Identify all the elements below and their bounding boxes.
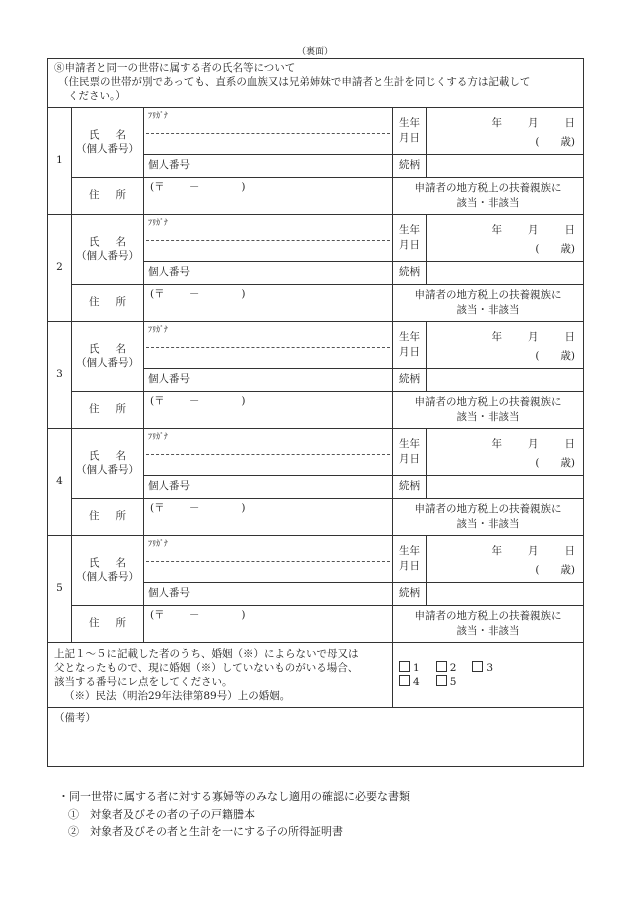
section-title: ⑧申請者と同一の世帯に属する者の氏名等について (54, 62, 296, 74)
furigana-label: ﾌﾘｶﾞﾅ (148, 538, 168, 548)
name-label-sub: （個人番号） (76, 571, 139, 584)
address-field[interactable] (144, 498, 393, 535)
birthdate-label-l1: 生年 (399, 438, 420, 451)
document-item-2: ② 対象者及びその者と生計を一にする子の所得証明書 (68, 825, 343, 839)
name-label (72, 321, 144, 391)
birthdate-label-l2: 月日 (399, 452, 420, 465)
dependent-status[interactable] (393, 498, 584, 535)
entry-address-row (48, 498, 584, 535)
address-label-text: 住所 (89, 296, 142, 309)
day-label: 日 (564, 330, 576, 343)
section-header-row (48, 59, 584, 108)
year-label: 年 (491, 223, 503, 236)
checkbox-5[interactable] (436, 675, 457, 689)
year-label: 年 (491, 437, 503, 450)
age-label: ( 歳) (535, 242, 576, 255)
relationship-label: 続柄 (393, 475, 427, 498)
name-label-sub: （個人番号） (76, 357, 139, 370)
dependent-status-l2: 該当・非該当 (456, 517, 520, 530)
birthdate-label-l2: 月日 (399, 131, 420, 144)
furigana-field[interactable] (144, 214, 393, 261)
birthdate-field[interactable] (427, 214, 584, 261)
furigana-label: ﾌﾘｶﾞﾅ (148, 110, 168, 120)
furigana-field[interactable] (144, 321, 393, 368)
birthdate-label (393, 214, 427, 261)
dependent-status-l2: 該当・非該当 (456, 196, 520, 209)
year-label: 年 (491, 544, 503, 557)
address-field[interactable] (144, 284, 393, 321)
dependent-status-l2: 該当・非該当 (456, 624, 520, 637)
relationship-label: 続柄 (393, 261, 427, 284)
checkbox-box[interactable] (436, 675, 447, 686)
month-label: 月 (528, 223, 539, 236)
checkbox-box[interactable] (399, 675, 410, 686)
address-label (72, 605, 144, 642)
address-field[interactable] (144, 177, 393, 214)
question-note: （※）民法（明治29年法律第89号）上の婚姻。 (64, 690, 291, 703)
birthdate-label-l1: 生年 (399, 545, 420, 558)
postal-code-label: (〒 － ) (150, 501, 246, 514)
dependent-status-l1: 申請者の地方税上の扶養親族に (414, 396, 562, 409)
birthdate-label (393, 321, 427, 368)
name-label-sub: （個人番号） (76, 250, 139, 263)
furigana-label: ﾌﾘｶﾞﾅ (148, 217, 168, 227)
section-note: （住民票の世帯が別であっても、直系の血族又は兄弟姉妹で申請者と生計を同じくする方は記載して (58, 76, 531, 89)
dependent-status-l1: 申請者の地方税上の扶養親族に (414, 503, 562, 516)
birthdate-label-l1: 生年 (399, 331, 420, 344)
birthdate-ymd (466, 330, 576, 344)
relationship-field[interactable] (427, 582, 584, 605)
id-number-label: 個人番号 (148, 480, 190, 493)
birthdate-label-l2: 月日 (399, 559, 420, 572)
birthdate-field[interactable] (427, 321, 584, 368)
unmarried-parent-row (48, 642, 584, 708)
name-label-sub: （個人番号） (76, 143, 139, 156)
relationship-label: 続柄 (393, 154, 427, 177)
age-label: ( 歳) (535, 456, 576, 469)
entry-address-row (48, 605, 584, 642)
birthdate-ymd (466, 223, 576, 237)
document-item-1: ① 対象者及びその者の子の戸籍謄本 (68, 807, 255, 821)
address-label (72, 284, 144, 321)
birthdate-field[interactable] (427, 107, 584, 154)
section-header (48, 59, 584, 108)
birthdate-field[interactable] (427, 535, 584, 582)
name-label-main: 氏名 (89, 342, 142, 355)
year-label: 年 (491, 330, 503, 343)
month-label: 月 (528, 116, 539, 129)
checkbox-label: 3 (486, 661, 494, 674)
address-label-text: 住所 (89, 189, 142, 202)
id-number-label: 個人番号 (148, 587, 190, 600)
day-label: 日 (564, 437, 576, 450)
birthdate-ymd (466, 437, 576, 451)
name-label-main: 氏名 (89, 449, 142, 462)
month-label: 月 (528, 437, 539, 450)
id-number-label: 個人番号 (148, 159, 190, 172)
relationship-field[interactable] (427, 368, 584, 391)
dependent-status[interactable] (393, 284, 584, 321)
question-line-3: 該当する番号にレ点をしてください。 (54, 675, 233, 688)
entry-number: 2 (48, 214, 72, 321)
checkbox-2[interactable] (436, 661, 457, 675)
question-line-2: 父となったもので、現に婚姻（※）していないものがいる場合、 (54, 661, 359, 674)
birthdate-label-l2: 月日 (399, 238, 420, 251)
address-label-text: 住所 (89, 403, 142, 416)
month-label: 月 (528, 330, 539, 343)
furigana-field[interactable] (144, 428, 393, 475)
checkbox-1[interactable] (399, 661, 420, 675)
checkbox-label: 5 (449, 675, 457, 688)
name-label (72, 214, 144, 284)
remarks-row (48, 708, 584, 767)
day-label: 日 (564, 544, 576, 557)
address-label-text: 住所 (89, 617, 142, 630)
address-label (72, 498, 144, 535)
entry-number: 3 (48, 321, 72, 428)
id-number-field[interactable] (144, 261, 393, 284)
address-label (72, 177, 144, 214)
relationship-field[interactable] (427, 261, 584, 284)
checkbox-box[interactable] (436, 661, 447, 672)
furigana-label: ﾌﾘｶﾞﾅ (148, 431, 168, 441)
dependent-status-l1: 申請者の地方税上の扶養親族に (414, 182, 562, 195)
address-field[interactable] (144, 391, 393, 428)
birthdate-label-l2: 月日 (399, 345, 420, 358)
checkbox-3[interactable] (472, 661, 493, 675)
id-number-label: 個人番号 (148, 373, 190, 386)
page-label: （裏面） (296, 47, 333, 57)
age-label: ( 歳) (535, 135, 576, 148)
entry-name-row (48, 535, 584, 582)
documents-heading: ・同一世帯に属する者に対する寡婦等のみなし適用の確認に必要な書類 (58, 790, 410, 803)
remarks-field[interactable] (48, 708, 584, 767)
relationship-label: 続柄 (393, 368, 427, 391)
year-label: 年 (491, 116, 503, 129)
dependent-status-l1: 申請者の地方税上の扶養親族に (414, 610, 562, 623)
age-label: ( 歳) (535, 349, 576, 362)
unmarried-parent-question (48, 642, 393, 708)
birthdate-label (393, 535, 427, 582)
birthdate-field[interactable] (427, 428, 584, 475)
name-label-sub: （個人番号） (76, 464, 139, 477)
checkbox-label: 1 (413, 661, 420, 674)
postal-code-label: (〒 － ) (150, 608, 246, 621)
checkbox-row-2 (399, 675, 583, 689)
address-field[interactable] (144, 605, 393, 642)
postal-code-label: (〒 － ) (150, 287, 246, 300)
birthdate-label (393, 107, 427, 154)
furigana-divider (146, 133, 390, 134)
entry-number: 5 (48, 535, 72, 642)
birthdate-label-l1: 生年 (399, 224, 420, 237)
name-label (72, 535, 144, 605)
postal-code-label: (〒 － ) (150, 394, 246, 407)
name-label-main: 氏名 (89, 235, 142, 248)
relationship-field[interactable] (427, 475, 584, 498)
birthdate-ymd (466, 116, 576, 130)
address-label-text: 住所 (89, 510, 142, 523)
checkbox-row-1 (399, 661, 583, 675)
furigana-divider (146, 240, 390, 241)
required-documents (58, 788, 410, 841)
relationship-label: 続柄 (393, 582, 427, 605)
id-number-field[interactable] (144, 582, 393, 605)
birthdate-label-l1: 生年 (399, 117, 420, 130)
checkbox-label: 2 (449, 661, 457, 674)
remarks-label: （備考） (54, 712, 96, 725)
name-label (72, 107, 144, 177)
id-number-field[interactable] (144, 154, 393, 177)
entry-address-row (48, 284, 584, 321)
furigana-field[interactable] (144, 107, 393, 154)
name-label-main: 氏名 (89, 556, 142, 569)
furigana-field[interactable] (144, 535, 393, 582)
question-line-1: 上記１～５に記載した者のうち、婚姻（※）によらないで母又は (54, 647, 359, 660)
entry-number: 4 (48, 428, 72, 535)
checkbox-box[interactable] (399, 661, 410, 672)
month-label: 月 (528, 544, 539, 557)
entry-name-row (48, 107, 584, 154)
day-label: 日 (564, 116, 576, 129)
furigana-divider (146, 454, 390, 455)
entry-name-row (48, 428, 584, 475)
furigana-divider (146, 347, 390, 348)
dependent-status[interactable] (393, 605, 584, 642)
dependent-status-l2: 該当・非該当 (456, 410, 520, 423)
section-note-cont: ください。） (68, 90, 126, 103)
entry-name-row (48, 321, 584, 368)
id-number-field[interactable] (144, 475, 393, 498)
birthdate-ymd (466, 544, 576, 558)
dependent-status[interactable] (393, 177, 584, 214)
age-label: ( 歳) (535, 563, 576, 576)
id-number-label: 個人番号 (148, 266, 190, 279)
name-label-main: 氏名 (89, 128, 142, 141)
entry-number: 1 (48, 107, 72, 214)
day-label: 日 (564, 223, 576, 236)
household-members-table (47, 58, 584, 767)
furigana-label: ﾌﾘｶﾞﾅ (148, 324, 168, 334)
checkbox-group (393, 642, 584, 708)
checkbox-4[interactable] (399, 675, 420, 689)
checkbox-label: 4 (413, 675, 420, 688)
checkbox-box[interactable] (472, 661, 483, 672)
dependent-status-l1: 申請者の地方税上の扶養親族に (414, 289, 562, 302)
relationship-field[interactable] (427, 154, 584, 177)
dependent-status-l2: 該当・非該当 (456, 303, 520, 316)
entry-name-row (48, 214, 584, 261)
postal-code-label: (〒 － ) (150, 180, 246, 193)
entry-address-row (48, 177, 584, 214)
dependent-status[interactable] (393, 391, 584, 428)
id-number-field[interactable] (144, 368, 393, 391)
name-label (72, 428, 144, 498)
address-label (72, 391, 144, 428)
entry-address-row (48, 391, 584, 428)
birthdate-label (393, 428, 427, 475)
furigana-divider (146, 561, 390, 562)
